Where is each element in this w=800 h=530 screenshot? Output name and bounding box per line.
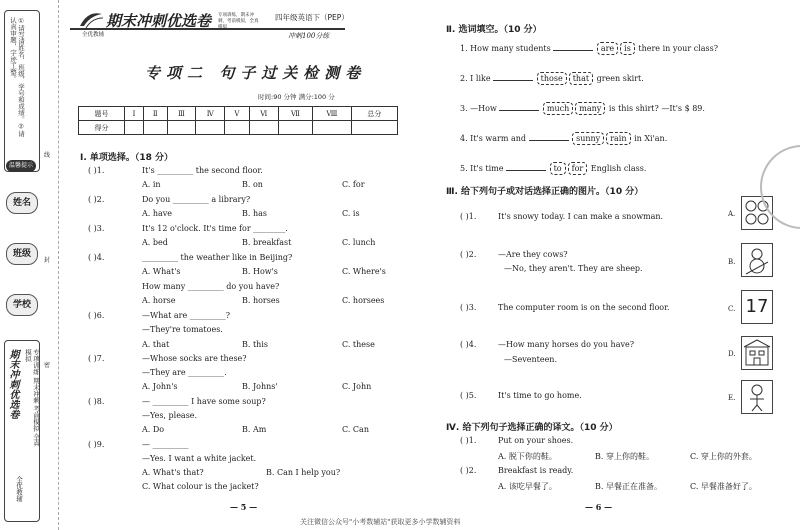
fill-item-4	[460, 132, 667, 145]
match-1-num: ( )1.	[460, 212, 477, 221]
page-number-left: — 5 —	[230, 502, 258, 512]
score-header: Ⅳ	[196, 107, 225, 121]
time-info: 时间:90 分钟 满分:100 分	[258, 93, 335, 101]
q5-option-b: B. horses	[242, 296, 280, 305]
score-cell[interactable]	[249, 121, 278, 135]
q1-option-c: C. for	[342, 180, 365, 189]
q7-option-c: C. John	[342, 382, 372, 391]
q7-option-a: A. John's	[142, 382, 178, 391]
score-header: Ⅲ	[167, 107, 196, 121]
pic-label-d: D.	[728, 350, 736, 358]
q2-option-b: B. has	[242, 209, 267, 218]
q5-stem: How many _________ do you have?	[142, 282, 280, 291]
word-choice[interactable]: that	[569, 72, 593, 85]
brand-logo: 期末冲刺优选卷	[7, 349, 18, 419]
kids-going-home-picture-icon	[741, 380, 773, 414]
score-cell[interactable]	[125, 121, 144, 135]
q4-option-c: C. Where's	[342, 267, 386, 276]
header-rule	[70, 28, 345, 30]
trans-2-option-a: A. 该吃早餐了。	[498, 482, 557, 491]
q4-option-b: B. How's	[242, 267, 278, 276]
fill-blank[interactable]	[493, 80, 533, 81]
fill-item-2-pre: 2. I like	[460, 74, 491, 83]
trans-2-option-b: B. 早餐正在准备。	[595, 482, 662, 491]
q8-option-a: A. Do	[142, 425, 165, 434]
number-seventeen-picture: 17	[741, 290, 773, 324]
fill-item-5	[460, 162, 646, 175]
instructions-text: ①请写清姓名、班级、学号和成绩。②请认真审题，字迹工整。	[9, 17, 25, 137]
fill-item-1-post: there in your class?	[638, 44, 718, 53]
fill-item-5-pre: 5. It's time	[460, 164, 504, 173]
q4-option-a: A. What's	[142, 267, 181, 276]
q2-num: ( )2.	[88, 195, 105, 204]
fill-blank[interactable]	[506, 170, 546, 171]
match-2-text2: —No, they aren't. They are sheep.	[504, 264, 643, 273]
q6-stem2: —They're tomatoes.	[142, 325, 223, 334]
class-label: 班级	[6, 243, 38, 265]
trans-1-option-a: A. 脱下你的鞋。	[498, 452, 557, 461]
score-header: Ⅴ	[225, 107, 249, 121]
q8-option-b: B. Am	[242, 425, 267, 434]
score-header: Ⅷ	[312, 107, 351, 121]
tip-badge: 温馨提示	[6, 160, 36, 172]
cut-mark-3: 密	[44, 362, 51, 369]
match-4-text2: —Seventeen.	[504, 355, 557, 364]
q9-option-a: A. What's that?	[142, 468, 204, 477]
q7-stem: —Whose socks are these?	[142, 354, 247, 363]
grade-label: 四年级英语下（PEP）	[275, 13, 349, 22]
fill-blank[interactable]	[553, 50, 593, 51]
school-building-picture-icon	[741, 336, 773, 370]
q6-option-a: A. that	[142, 340, 170, 349]
q1-option-a: A. in	[142, 180, 161, 189]
trans-1-option-b: B. 穿上你的鞋。	[595, 452, 654, 461]
match-4-text: —How many horses do you have?	[498, 340, 635, 349]
pic-label-a: A.	[728, 210, 736, 218]
q1-option-b: B. on	[242, 180, 263, 189]
page-number-right: — 6 —	[585, 502, 613, 512]
q4-num: ( )4.	[88, 253, 105, 262]
word-choice[interactable]: sunny	[572, 132, 604, 145]
binding-sideband	[0, 0, 60, 530]
fill-item-5-post: English class.	[590, 164, 647, 173]
word-choice[interactable]: much	[543, 102, 573, 115]
cut-line	[58, 0, 59, 530]
q8-stem: — _________ I have some soup?	[142, 397, 266, 406]
fill-item-4-post: in Xi'an.	[634, 134, 668, 143]
q6-option-b: B. this	[242, 340, 268, 349]
match-3-text: The computer room is on the second floor.	[498, 303, 670, 312]
cut-mark-2: 封	[44, 257, 51, 264]
section3-title: Ⅲ. 给下列句子或对话选择正确的图片。（10 分）	[446, 187, 644, 197]
score-table	[78, 106, 398, 135]
instructions-box	[4, 10, 40, 172]
word-choice[interactable]: is	[620, 42, 635, 55]
fill-item-2	[460, 72, 644, 85]
footer-note: 关注微信公众号"小考数辅站"获取更多小学数辅资料	[300, 518, 461, 526]
brand-tagline: 专项训练 期末冲刺 考前模拟 全真模拟	[24, 349, 40, 447]
q8-option-c: C. Can	[342, 425, 369, 434]
q1-num: ( )1.	[88, 166, 105, 175]
score-cell[interactable]	[196, 121, 225, 135]
q9-stem2: —Yes. I want a white jacket.	[142, 454, 257, 463]
score-cell[interactable]	[167, 121, 196, 135]
q2-option-c: C. is	[342, 209, 360, 218]
header-tagline: 专项训练，期末冲刺，考前模拟，全真模拟	[218, 13, 259, 30]
q4-stem: _________ the weather like in Beijing?	[142, 253, 293, 262]
score-cell[interactable]	[351, 121, 397, 135]
brand-sub: 全优教辅	[15, 476, 23, 502]
fill-blank[interactable]	[529, 140, 569, 141]
fill-item-1	[460, 42, 718, 55]
word-choice[interactable]: to	[550, 162, 566, 175]
fill-item-4-pre: 4. It's warm and	[460, 134, 527, 143]
q6-stem: —What are _________?	[142, 311, 231, 320]
right-page	[440, 0, 800, 530]
match-3-num: ( )3.	[460, 303, 477, 312]
word-choice[interactable]: for	[568, 162, 588, 175]
name-label: 姓名	[6, 192, 38, 214]
trans-1-option-c: C. 穿上你的外套。	[690, 452, 757, 461]
word-choice[interactable]: those	[537, 72, 567, 85]
q3-option-c: C. lunch	[342, 238, 376, 247]
pic-label-b: B.	[728, 258, 736, 266]
match-1-text: It's snowy today. I can make a snowman.	[498, 212, 664, 221]
q8-num: ( )8.	[88, 397, 105, 406]
snowman-picture-icon	[741, 243, 773, 277]
score-header: Ⅰ	[125, 107, 144, 121]
trans-2-num: ( )2.	[460, 466, 477, 475]
fill-item-3	[460, 102, 705, 115]
q3-option-b: B. breakfast	[242, 238, 292, 247]
trans-2-option-c: C. 早餐准备好了。	[690, 482, 757, 491]
q7-option-b: B. Johns'	[242, 382, 278, 391]
q7-num: ( )7.	[88, 354, 105, 363]
word-choice[interactable]: many	[575, 102, 605, 115]
score-cell[interactable]	[312, 121, 351, 135]
score-header: Ⅱ	[143, 107, 167, 121]
q2-option-a: A. have	[142, 209, 173, 218]
score-header: 总分	[351, 107, 397, 121]
pic-label-e: E.	[728, 394, 736, 402]
score-table-header-row	[79, 107, 398, 121]
fill-blank[interactable]	[499, 110, 539, 111]
q3-option-a: A. bed	[142, 238, 168, 247]
section1-title: Ⅰ. 单项选择。（18 分）	[80, 153, 174, 163]
cut-mark-1: 线	[44, 152, 51, 159]
fill-item-1-pre: 1. How many students	[460, 44, 551, 53]
q6-option-c: C. these	[342, 340, 375, 349]
score-table-score-row	[79, 121, 398, 135]
q9-option-b: B. Can I help you?	[266, 468, 341, 477]
q9-option-c: C. What colour is the jacket?	[142, 482, 259, 491]
q3-stem: It's 12 o'clock. It's time for ________.	[142, 224, 288, 233]
score-cell[interactable]	[225, 121, 249, 135]
section4-title: Ⅳ. 给下列句子选择正确的译文。（10 分）	[446, 423, 618, 433]
word-choice[interactable]: are	[597, 42, 618, 55]
match-5-text: It's time to go home.	[498, 391, 582, 400]
header-logo: 期末冲刺优选卷	[106, 12, 212, 30]
q5-option-a: A. horse	[142, 296, 176, 305]
q7-stem2: —They are _________.	[142, 368, 227, 377]
page-title: 专项二 句子过关检测卷	[145, 64, 367, 82]
q2-stem: Do you _________ a library?	[142, 195, 251, 204]
match-2-text: —Are they cows?	[498, 250, 568, 259]
q6-num: ( )6.	[88, 311, 105, 320]
school-label: 学校	[6, 294, 38, 316]
score-cell[interactable]	[143, 121, 167, 135]
q9-stem: — _________	[142, 440, 189, 449]
score-cell[interactable]	[278, 121, 312, 135]
match-4-num: ( )4.	[460, 340, 477, 349]
left-page	[70, 0, 415, 530]
q1-stem: It's _________ the second floor.	[142, 166, 263, 175]
header-sub: 冲刺100分练	[288, 32, 330, 40]
score-header: Ⅶ	[278, 107, 312, 121]
word-choice[interactable]: rain	[606, 132, 630, 145]
q8-stem2: —Yes, please.	[142, 411, 198, 420]
fill-item-3-pre: 3. —How	[460, 104, 497, 113]
logo-sub: 全优教辅	[82, 32, 105, 38]
score-header: 题号	[79, 107, 125, 121]
trans-1-text: Put on your shoes.	[498, 436, 574, 445]
match-5-num: ( )5.	[460, 391, 477, 400]
score-row-label: 得分	[79, 121, 125, 135]
section2-title: Ⅱ. 选词填空。（10 分）	[446, 25, 542, 35]
pic-label-c: C.	[728, 305, 736, 313]
score-header: Ⅵ	[249, 107, 278, 121]
trans-1-num: ( )1.	[460, 436, 477, 445]
brand-box	[4, 340, 40, 522]
q9-num: ( )9.	[88, 440, 105, 449]
fill-item-2-post: green skirt.	[596, 74, 644, 83]
match-2-num: ( )2.	[460, 250, 477, 259]
q3-num: ( )3.	[88, 224, 105, 233]
fill-item-3-post: is this shirt? —It's $ 89.	[608, 104, 705, 113]
trans-2-text: Breakfast is ready.	[498, 466, 574, 475]
q5-option-c: C. horsees	[342, 296, 385, 305]
logo-swoosh-icon	[78, 8, 104, 30]
